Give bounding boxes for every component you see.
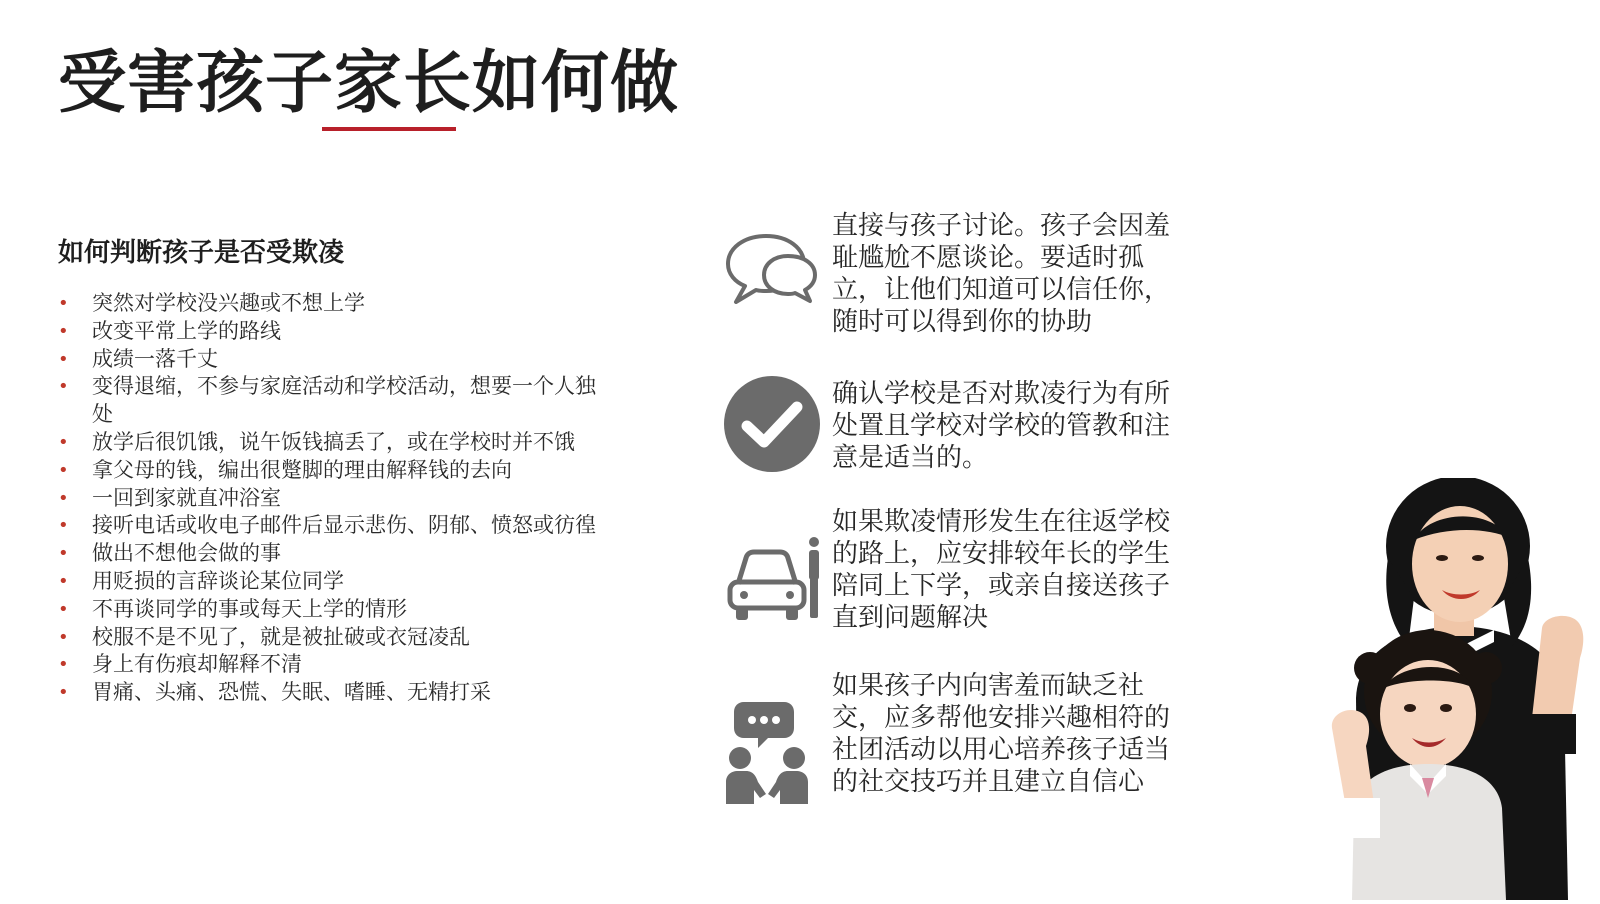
list-item: • 拿父母的钱，编出很蹩脚的理由解释钱的去向: [58, 457, 512, 482]
list-item-text: 成绩一落千丈: [92, 346, 218, 371]
list-item: • 身上有伤痕却解释不清: [58, 652, 302, 677]
list-item: • 接听电话或收电子邮件后显示悲伤、阴郁、愤怒或彷徨: [58, 513, 596, 538]
list-item: • 用贬损的言辞谈论某位同学: [58, 568, 344, 593]
list-item-text: 放学后很饥饿，说午饭钱搞丢了，或在学校时并不饿: [92, 429, 575, 454]
list-item-text: 校服不是不见了，就是被扯破或衣冠凌乱: [92, 624, 470, 649]
speech-bubbles-icon: [722, 222, 822, 322]
list-item: • 校服不是不见了，就是被扯破或衣冠凌乱: [58, 624, 470, 649]
advice-text-school: 确认学校是否对欺凌行为有所处置且学校对学校的管教和注意是适当的。: [832, 379, 1171, 473]
list-item-text: 变得退缩，不参与家庭活动和学校活动，想要一个人独处: [92, 374, 596, 427]
section-heading: 如何判断孩子是否受欺凌: [58, 238, 345, 268]
mother-daughter-photo: [1318, 478, 1600, 900]
list-item: • 不再谈同学的事或每天上学的情形: [58, 596, 407, 621]
title-underline: [322, 127, 456, 131]
list-item-text: 不再谈同学的事或每天上学的情形: [92, 596, 407, 621]
advice-text-commute: 如果欺凌情形发生在往返学校的路上，应安排较年长的学生陪同上下学，或亲自接送孩子直到问题解决: [832, 507, 1171, 633]
advice-text-discuss: 直接与孩子讨论。孩子会因羞耻尴尬不愿谈论。要适时孤立，让他们知道可以信任你，随时可以得到你的协助: [832, 211, 1171, 337]
list-item-text: 拿父母的钱，编出很蹩脚的理由解释钱的去向: [92, 457, 512, 482]
list-item: • 突然对学校没兴趣或不想上学: [58, 291, 365, 315]
list-item-text: 一回到家就直冲浴室: [92, 485, 281, 510]
list-item: • 放学后很饥饿，说午饭钱搞丢了，或在学校时并不饿: [58, 429, 575, 454]
list-item: • 胃痛、头痛、恐慌、失眠、嗜睡、无精打采: [58, 680, 491, 705]
list-item-text: 用贬损的言辞谈论某位同学: [92, 568, 344, 593]
people-chat-icon: [722, 700, 822, 800]
list-item: • 成绩一落千丈: [58, 346, 218, 371]
advice-text-social: 如果孩子内向害羞而缺乏社交，应多帮他安排兴趣相符的社团活动以用心培养孩子适当的社交技巧并且建立自信心: [832, 671, 1171, 797]
list-item-text: 突然对学校没兴趣或不想上学: [92, 291, 365, 315]
list-item-text: 接听电话或收电子邮件后显示悲伤、阴郁、愤怒或彷徨: [92, 513, 596, 538]
list-item: • 改变平常上学的路线: [58, 318, 281, 343]
list-item-text: 做出不想他会做的事: [92, 541, 281, 566]
list-item: • 变得退缩，不参与家庭活动和学校活动，想要一个人独处: [58, 374, 596, 427]
car-person-icon: [722, 532, 822, 632]
list-item: • 做出不想他会做的事: [58, 541, 281, 566]
warning-signs-list: [58, 290, 598, 707]
page-title: 受害孩子家长如何做: [58, 44, 680, 123]
list-item-text: 身上有伤痕却解释不清: [92, 652, 302, 677]
checkmark-circle-icon: [722, 374, 822, 474]
list-item-text: 改变平常上学的路线: [92, 318, 281, 343]
list-item-text: 胃痛、头痛、恐慌、失眠、嗜睡、无精打采: [92, 680, 491, 705]
list-item: • 一回到家就直冲浴室: [58, 485, 281, 510]
